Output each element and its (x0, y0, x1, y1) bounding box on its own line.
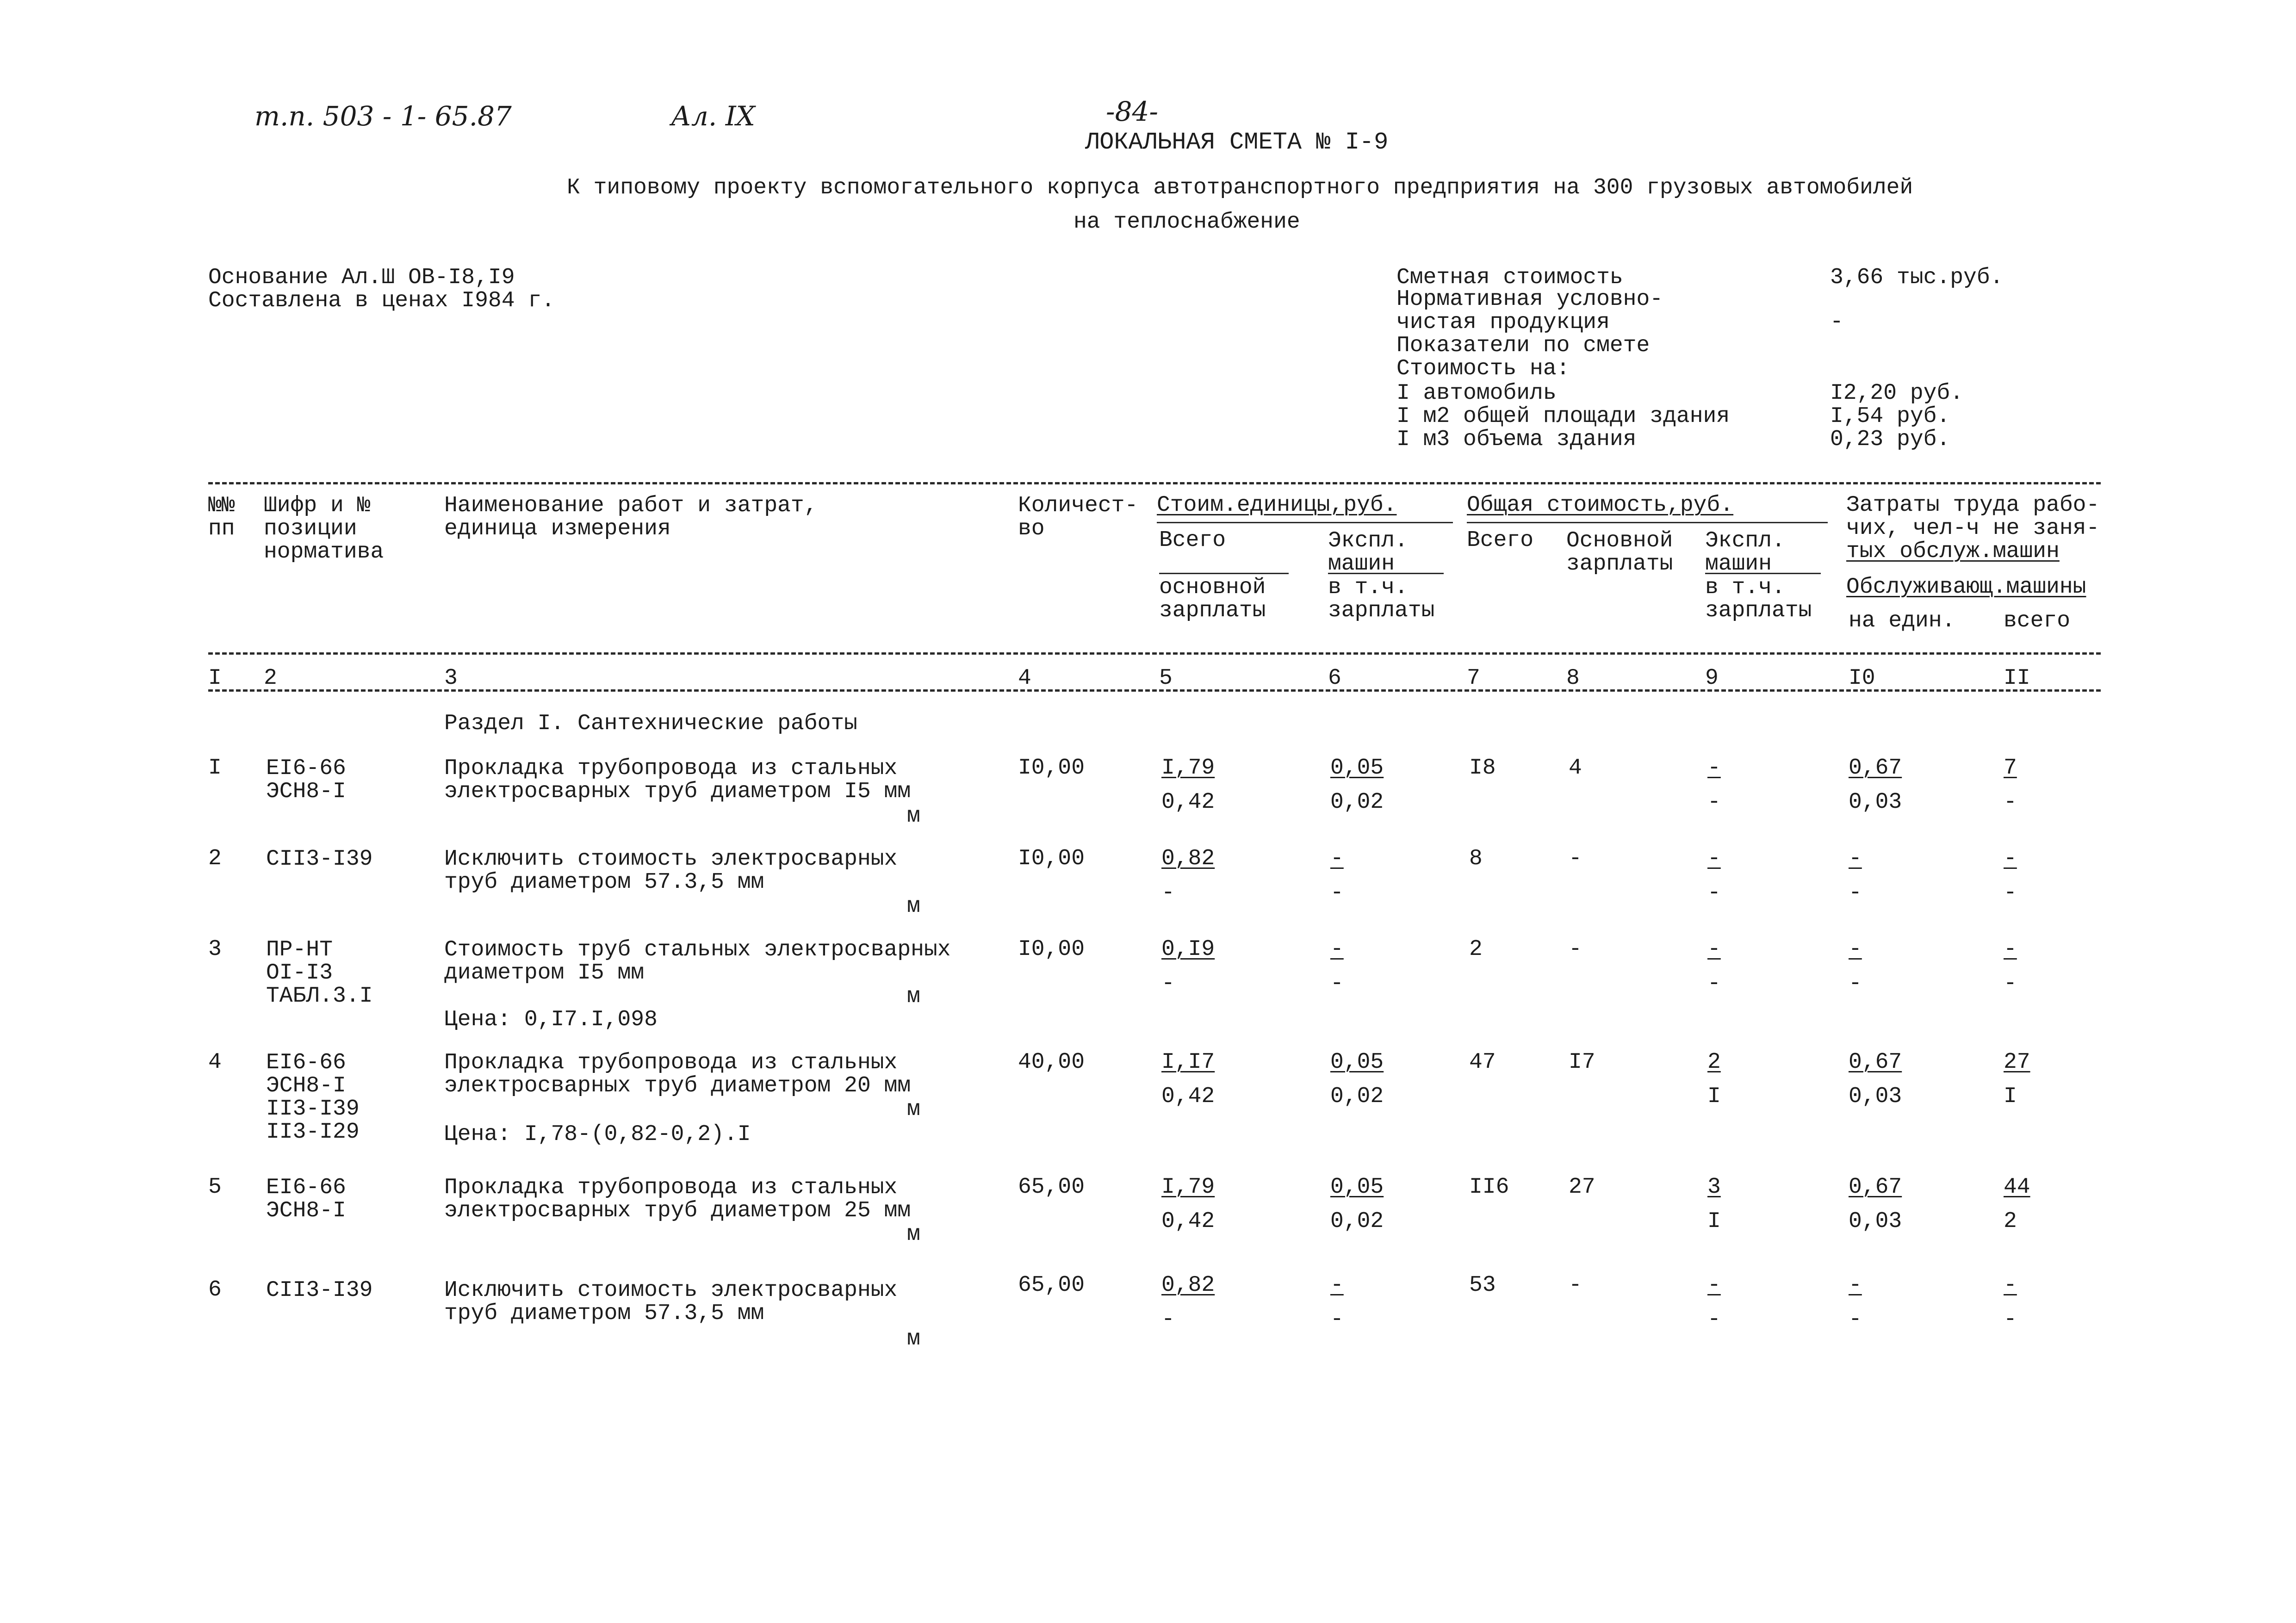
per-vehicle-label: I автомобиль (1396, 381, 1557, 406)
col-header-6a: Экспл. машин (1328, 528, 1408, 576)
col-header-8: Основной зарплаты (1566, 528, 1673, 576)
row-unit-machine: - (1330, 846, 1344, 871)
row-total-machine: 2 (1707, 1050, 1721, 1075)
col-num-11: II (2004, 666, 2030, 691)
row-labor-total-machine: - (2004, 1307, 2017, 1332)
row-work-name: Прокладка трубопровода из стальных электросварных труб диаметром 20 мм (444, 1050, 911, 1098)
row-unit-cost-wage: - (1161, 971, 1175, 996)
row-total-machine-wage: I (1707, 1209, 1721, 1234)
col-header-labor-4: Обслуживающ.машины (1846, 575, 2086, 600)
row-code: ПР-НТ ОI-I3 ТАБЛ.3.I (266, 937, 373, 1009)
row-unit: м (907, 1222, 920, 1247)
row-unit-cost-wage: 0,42 (1161, 790, 1215, 815)
col-header-number: №№ пп (208, 493, 235, 541)
row-total-wage: - (1569, 937, 1582, 962)
row-total-machine: - (1707, 1273, 1721, 1298)
per-vehicle-value: I2,20 руб. (1830, 381, 1964, 406)
row-labor-unit: - (1849, 846, 1862, 871)
estimate-cost-label: Сметная стоимость (1396, 265, 1623, 290)
row-total-machine-wage: - (1707, 971, 1721, 996)
row-total-wage: - (1569, 1273, 1582, 1298)
total-cost-rule (1467, 522, 1828, 523)
row-total-wage: I7 (1569, 1050, 1595, 1075)
row-quantity: I0,00 (1018, 846, 1085, 871)
row-total-machine: - (1707, 846, 1721, 871)
row-quantity: 65,00 (1018, 1175, 1085, 1200)
row-labor-unit-machine: - (1849, 1307, 1862, 1332)
col-header-labor-1: Затраты труда рабо- (1846, 493, 2100, 518)
col-num-5: 5 (1159, 666, 1173, 691)
row-unit-machine-wage: - (1330, 1307, 1344, 1332)
row-total-machine-wage: I (1707, 1084, 1721, 1109)
row-unit-cost-total: 0,82 (1161, 846, 1215, 871)
row-number: 6 (208, 1277, 222, 1302)
row-number: 4 (208, 1050, 222, 1075)
normative-label: Нормативная условно- чистая продукция Показатели по смете Стоимость на: (1396, 287, 1663, 381)
normative-value: - (1830, 310, 1843, 335)
col-num-2: 2 (264, 666, 277, 691)
row-unit-cost-total: I,79 (1161, 756, 1215, 781)
row-work-name: Прокладка трубопровода из стальных электросварных труб диаметром I5 мм (444, 756, 911, 804)
col-num-9: 9 (1705, 666, 1719, 691)
col-num-4: 4 (1018, 666, 1031, 691)
row-unit-machine: 0,05 (1330, 756, 1384, 781)
row-unit-machine-wage: 0,02 (1330, 790, 1384, 815)
row-total-cost: II6 (1469, 1175, 1509, 1200)
page-title: ЛОКАЛЬНАЯ СМЕТА № I-9 (1085, 129, 1389, 156)
table-top-rule (208, 482, 2101, 484)
row-labor-unit-machine: 0,03 (1849, 1209, 1902, 1234)
row-work-name: Исключить стоимость электросварных труб диаметром 57.3,5 мм (444, 1278, 898, 1326)
col-header-7: Всего (1467, 528, 1534, 553)
row-number: 5 (208, 1175, 222, 1200)
row-unit-machine-wage: - (1330, 880, 1344, 905)
row-unit-cost-wage: - (1161, 880, 1175, 905)
row-labor-total-machine: - (2004, 971, 2017, 996)
page-subtitle: К типовому проекту вспомогательного корпуса автотранспортного предприятия на 300 грузовых автомобилей (567, 175, 1913, 200)
row-labor-unit-machine: - (1849, 880, 1862, 905)
row-total-cost: 8 (1469, 846, 1483, 871)
row-quantity: 65,00 (1018, 1273, 1085, 1298)
doc-reference: т.п. 503 - 1- 65.87 (254, 100, 512, 132)
page-subtitle-2: на теплоснабжение (1074, 210, 1300, 235)
row-unit-machine: - (1330, 1273, 1344, 1298)
row-number: I (208, 756, 222, 781)
row-unit: м (907, 894, 920, 919)
row-unit-cost-total: 0,I9 (1161, 937, 1215, 962)
per-m3-value: 0,23 руб. (1830, 427, 1950, 452)
row-unit-machine-wage: 0,02 (1330, 1209, 1384, 1234)
row-quantity: 40,00 (1018, 1050, 1085, 1075)
row-total-wage: 27 (1569, 1175, 1595, 1200)
row-unit-cost-wage: - (1161, 1307, 1175, 1332)
row-quantity: I0,00 (1018, 756, 1085, 781)
row-total-wage: 4 (1569, 756, 1582, 781)
col-header-5a: Всего (1159, 528, 1226, 553)
row-labor-total: - (2004, 846, 2017, 871)
row-labor-total: 7 (2004, 756, 2017, 781)
col6-rule (1328, 573, 1444, 574)
row-labor-unit-machine: 0,03 (1849, 1084, 1902, 1109)
row-work-name: Прокладка трубопровода из стальных электросварных труб диаметром 25 мм (444, 1175, 911, 1223)
row-total-machine: 3 (1707, 1175, 1721, 1200)
row-unit-machine-wage: - (1330, 971, 1344, 996)
row-labor-unit-machine: 0,03 (1849, 790, 1902, 815)
row-unit-cost-total: 0,82 (1161, 1273, 1215, 1298)
row-unit-cost-total: I,I7 (1161, 1050, 1215, 1075)
row-unit-machine: - (1330, 937, 1344, 962)
col-header-10: на един. (1849, 608, 1955, 633)
row-number: 3 (208, 937, 222, 962)
col-header-labor-2: чих, чел-ч не заня- (1846, 516, 2100, 541)
row-unit-cost-wage: 0,42 (1161, 1084, 1215, 1109)
album-number: Ал. IX (671, 100, 755, 132)
row-total-wage: - (1569, 846, 1582, 871)
row-unit-machine: 0,05 (1330, 1175, 1384, 1200)
row-total-machine-wage: - (1707, 1307, 1721, 1332)
row-work-name: Стоимость труб стальных электросварных диаметром I5 мм (444, 937, 951, 985)
row-labor-unit-machine: - (1849, 971, 1862, 996)
col-header-5b: основной зарплаты (1159, 575, 1266, 623)
row-quantity: I0,00 (1018, 937, 1085, 962)
row-labor-total: 27 (2004, 1050, 2030, 1075)
row-labor-total-machine: 2 (2004, 1209, 2017, 1234)
row-unit: м (907, 804, 920, 829)
col-header-6b: в т.ч. зарплаты (1328, 575, 1435, 623)
row-unit-machine: 0,05 (1330, 1050, 1384, 1075)
row-number: 2 (208, 846, 222, 871)
col-num-10: I0 (1849, 666, 1875, 691)
col-header-code: Шифр и № позиции норматива (264, 493, 384, 564)
col-header-name: Наименование работ и затрат, единица измерения (444, 493, 818, 541)
row-labor-unit: 0,67 (1849, 1175, 1902, 1200)
col-header-9a: Экспл. машин (1705, 528, 1785, 576)
row-unit-cost-total: I,79 (1161, 1175, 1215, 1200)
row-unit: м (907, 984, 920, 1009)
row-labor-unit: - (1849, 1273, 1862, 1298)
row-code: ЕI6-66 ЭСН8-I (266, 756, 346, 804)
col-num-1: I (208, 666, 222, 691)
per-m2-label: I м2 общей площади здания (1396, 404, 1730, 429)
col-num-7: 7 (1467, 666, 1480, 691)
row-labor-total-machine: I (2004, 1084, 2017, 1109)
row-labor-total-machine: - (2004, 880, 2017, 905)
estimate-cost-value: 3,66 тыс.руб. (1830, 265, 2004, 290)
row-labor-unit: - (1849, 937, 1862, 962)
column-numbers-rule (208, 689, 2101, 692)
per-m2-value: I,54 руб. (1830, 404, 1950, 429)
basis-line-1: Основание Ал.Ш ОВ-I8,I9 (208, 265, 515, 290)
col-header-total-cost: Общая стоимость,руб. (1467, 493, 1734, 518)
row-work-name: Исключить стоимость электросварных труб диаметром 57.3,5 мм (444, 847, 898, 895)
col-header-quantity: Количест- во (1018, 493, 1138, 541)
col-header-11: всего (2004, 608, 2071, 633)
col-num-3: 3 (444, 666, 458, 691)
page-number: -84- (1106, 96, 1158, 127)
col-num-8: 8 (1566, 666, 1580, 691)
row-code: СII3-I39 (266, 1278, 373, 1303)
row-labor-total-machine: - (2004, 790, 2017, 815)
row-unit: м (907, 1326, 920, 1351)
row-labor-total: 44 (2004, 1175, 2030, 1200)
row-total-cost: 2 (1469, 937, 1483, 962)
row-code: ЕI6-66 ЭСН8-I II3-I39 II3-I29 (266, 1050, 360, 1145)
row-code: СII3-I39 (266, 847, 373, 872)
row-total-machine-wage: - (1707, 790, 1721, 815)
row-total-cost: 53 (1469, 1273, 1496, 1298)
row-code: ЕI6-66 ЭСН8-I (266, 1175, 346, 1223)
row-total-machine: - (1707, 756, 1721, 781)
row-total-machine: - (1707, 937, 1721, 962)
per-m3-label: I м3 объема здания (1396, 427, 1637, 452)
row-total-cost: 47 (1469, 1050, 1496, 1075)
row-labor-total: - (2004, 1273, 2017, 1298)
row-labor-total: - (2004, 937, 2017, 962)
row-labor-unit: 0,67 (1849, 756, 1902, 781)
section-title: Раздел I. Сантехнические работы (444, 711, 857, 736)
unit-cost-rule (1157, 522, 1453, 523)
col-num-6: 6 (1328, 666, 1341, 691)
col5-rule (1159, 573, 1289, 574)
row-total-cost: I8 (1469, 756, 1496, 781)
row-total-machine-wage: - (1707, 880, 1721, 905)
col-header-unit-cost: Стоим.единицы,руб. (1157, 493, 1397, 518)
row-price-note: Цена: 0,I7.I,098 (444, 1007, 658, 1032)
row-unit-machine-wage: 0,02 (1330, 1084, 1384, 1109)
row-unit: м (907, 1097, 920, 1122)
col9-rule (1705, 573, 1821, 574)
col-header-9b: в т.ч. зарплаты (1705, 575, 1812, 623)
basis-line-2: Составлена в ценах I984 г. (208, 288, 555, 313)
header-bottom-rule (208, 652, 2101, 655)
row-labor-unit: 0,67 (1849, 1050, 1902, 1075)
row-unit-cost-wage: 0,42 (1161, 1209, 1215, 1234)
col-header-labor-3: тых обслуж.машин (1846, 539, 2060, 564)
row-price-note: Цена: I,78-(0,82-0,2).I (444, 1122, 751, 1147)
